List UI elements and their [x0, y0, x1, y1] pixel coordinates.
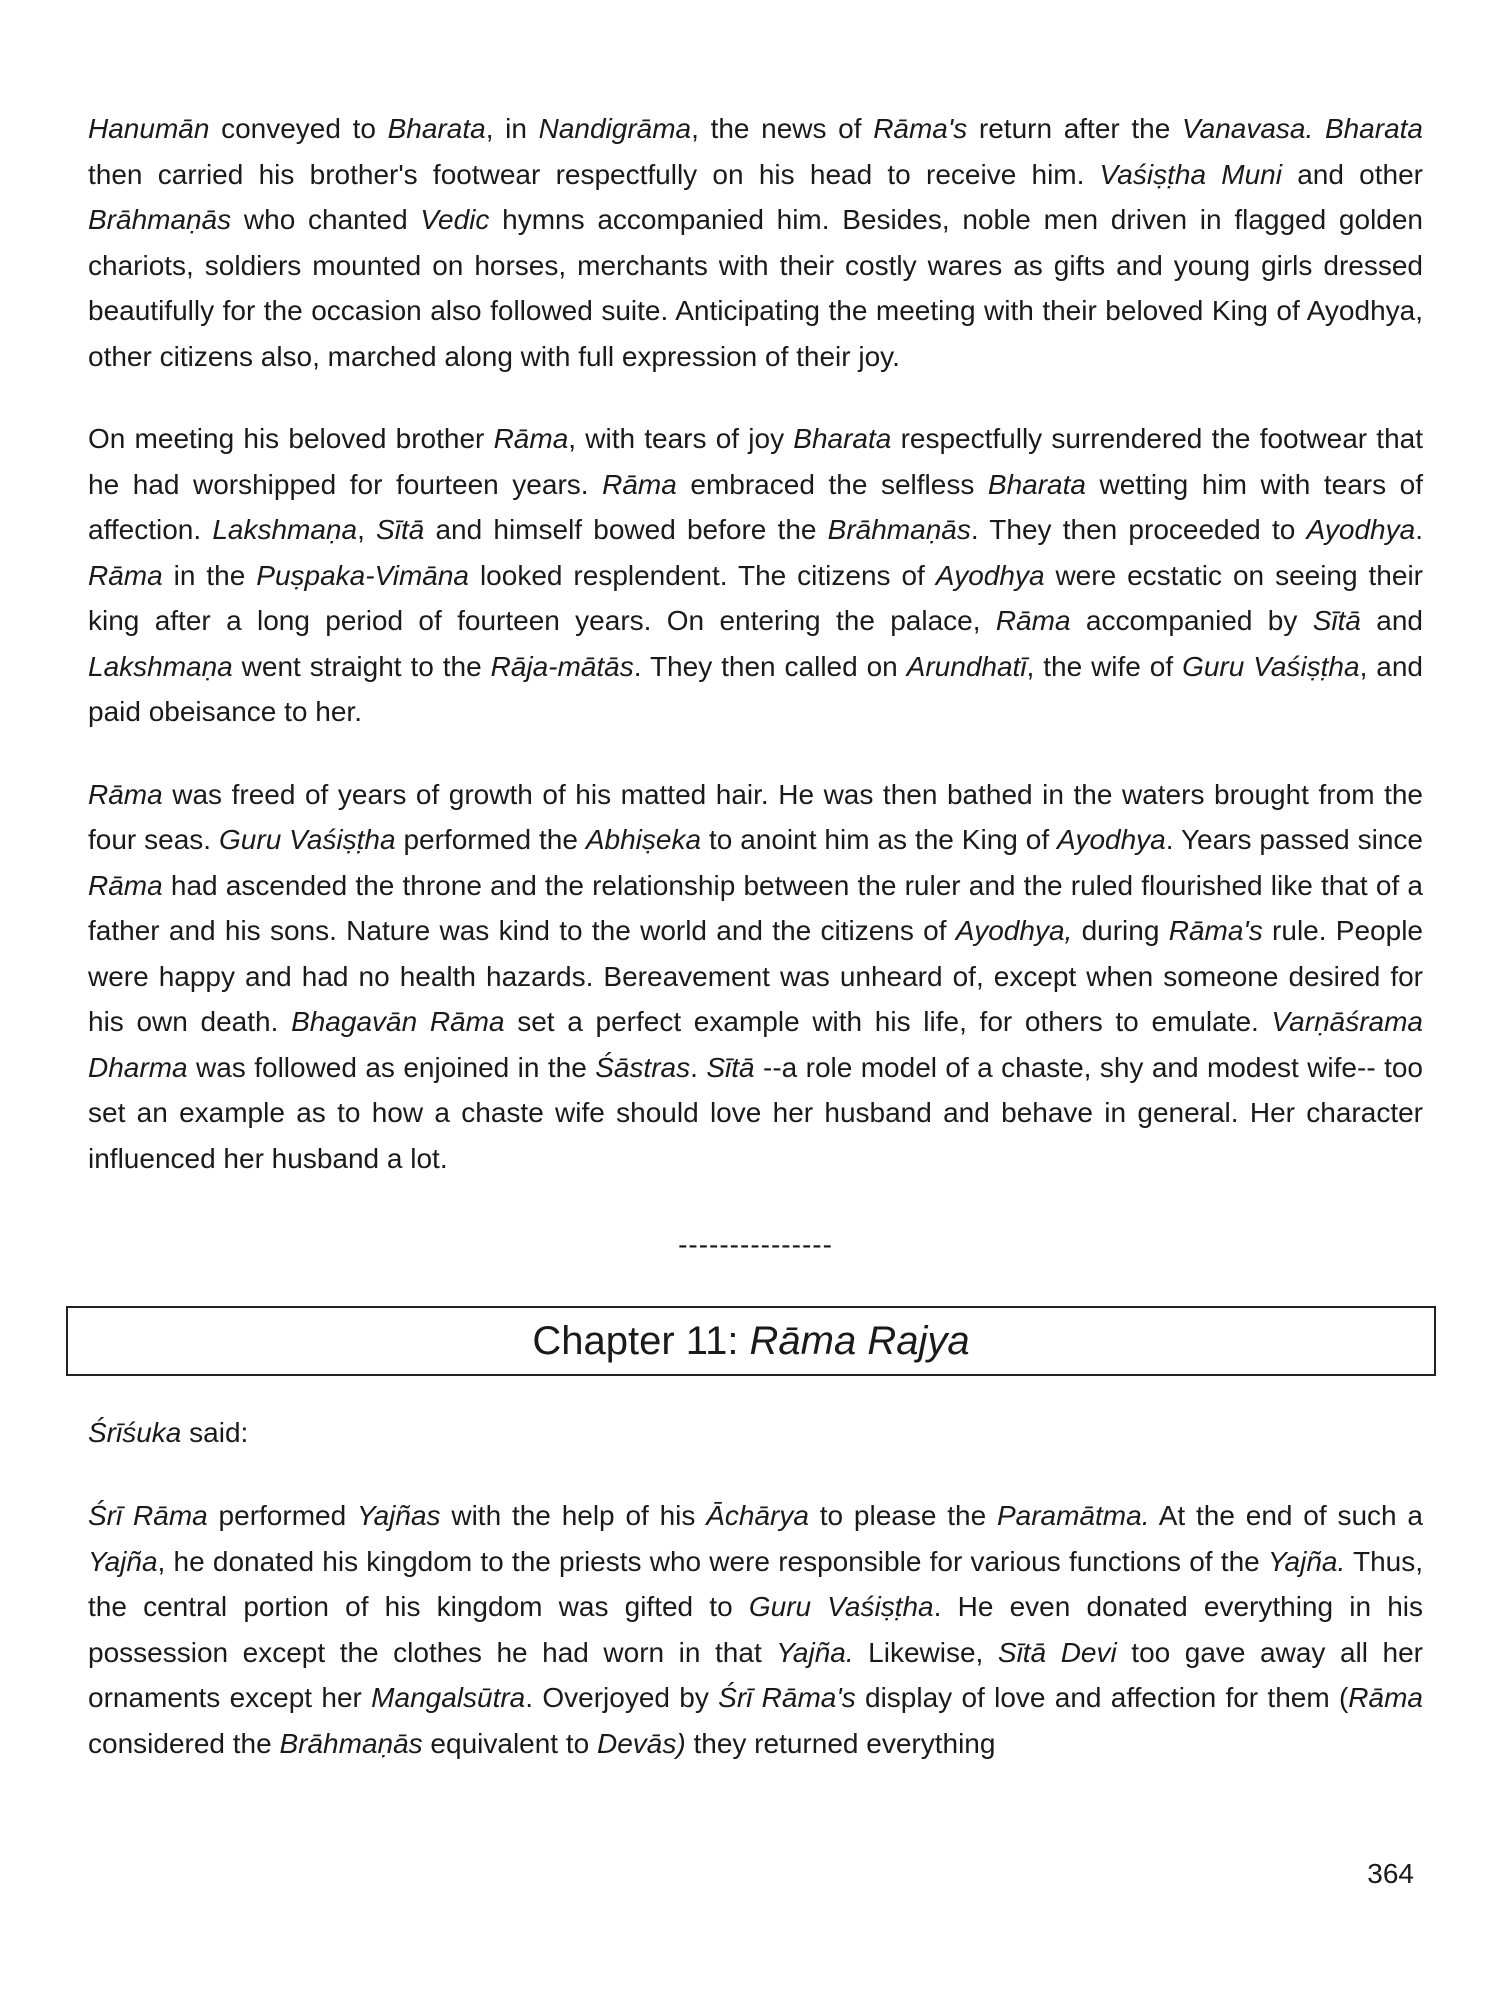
- italic-term: Brāhmaṇās: [88, 204, 232, 235]
- italic-term: Nandigrāma: [538, 113, 692, 144]
- text-run: , with tears of joy: [568, 423, 794, 454]
- text-run: set a perfect example with his life, for others to emulate.: [504, 1006, 1272, 1037]
- italic-term: Abhiṣeka: [585, 824, 702, 855]
- italic-term: Rāma's: [1168, 915, 1263, 946]
- text-run: performed the: [395, 824, 586, 855]
- italic-term: Lakshmaṇa: [88, 650, 233, 682]
- text-run: and: [1360, 605, 1424, 636]
- text-run: performed: [207, 1500, 357, 1531]
- italic-term: Puṣpaka-Vimāna: [256, 559, 470, 591]
- text-run: was freed of years of growth of his matted hair. He was then bathed in the waters brought from the four seas.: [88, 778, 1423, 855]
- text-run: hymns accompanied him. Besides, noble men driven in flagged golden chariots, soldiers mounted on horses, merchants with their costly wares as gifts and young girls dressed beautifully for the occasion also followed suite. Anticipating the meeting with their beloved King of Ayodhya, other citizens also, marched along with full expression of their joy.: [88, 204, 1424, 372]
- italic-term: Guru Vaśiṣṭha: [1182, 650, 1360, 682]
- section-separator: ---------------: [678, 1229, 833, 1260]
- italic-term: Ayodhya,: [955, 915, 1073, 946]
- text-run: respectfully surrendered the footwear that he had worshipped for fourteen years.: [88, 423, 1423, 500]
- italic-term: Brāhmaṇās: [827, 514, 971, 545]
- italic-term: Ayodhya: [1057, 824, 1166, 855]
- italic-term: Rāma: [1348, 1682, 1423, 1713]
- italic-term: Rāma: [493, 423, 569, 454]
- italic-term: Varṇāśrama Dharma: [88, 1006, 1424, 1083]
- italic-term: Ayodhya: [935, 559, 1045, 591]
- italic-term: Brāhmaṇās: [279, 1727, 423, 1759]
- text-run: . Years passed since: [1165, 824, 1424, 855]
- text-run: embraced the selfless: [676, 468, 988, 500]
- text-run: considered the: [88, 1727, 280, 1759]
- italic-term: Yajña.: [1267, 1545, 1346, 1577]
- text-run: with the help of his: [440, 1500, 707, 1531]
- text-run: Likewise,: [853, 1636, 998, 1668]
- italic-term: Rāma's: [873, 113, 968, 144]
- text-run: Thus, the central portion of his kingdom was gifted to: [88, 1545, 1423, 1622]
- text-run: . They then proceeded to: [970, 514, 1307, 545]
- text-run: .: [690, 1051, 707, 1083]
- text-run: , he donated his kingdom to the priests who were responsible for various functions of the: [157, 1545, 1268, 1577]
- text-run: On meeting his beloved brother: [88, 423, 494, 454]
- text-run: in the: [162, 559, 257, 591]
- text-run: conveyed to: [209, 113, 388, 144]
- text-run: was followed as enjoined in the: [187, 1051, 596, 1083]
- speaker-suffix: said:: [181, 1417, 249, 1448]
- italic-term: Śāstras: [595, 1051, 691, 1083]
- text-run: . Overjoyed by: [525, 1682, 719, 1713]
- italic-term: Rāma: [995, 605, 1071, 636]
- chapter-body: [88, 1410, 1423, 1766]
- italic-term: Ayodhya: [1306, 514, 1416, 545]
- text-run: . They then called on: [633, 650, 907, 682]
- italic-term: Bharata: [987, 468, 1086, 500]
- text-run: who chanted: [231, 204, 421, 235]
- italic-term: Rāma: [88, 778, 163, 810]
- italic-term: Guru Vaśiṣṭha: [219, 824, 396, 855]
- italic-term: Lakshmaṇa: [212, 514, 358, 545]
- italic-term: Sītā: [1312, 605, 1361, 636]
- italic-term: Bharata: [387, 113, 486, 144]
- text-run: display of love and affection for them (: [855, 1682, 1349, 1713]
- text-run: and other: [1281, 158, 1423, 190]
- text-run: had ascended the throne and the relationship between the ruler and the ruled flourished like that of a father and his sons. Nature was kind to the world and the citizens of: [88, 869, 1423, 946]
- italic-term: Mangalsūtra: [371, 1682, 526, 1713]
- text-run: and himself bowed before the: [424, 514, 828, 545]
- page-number: 364: [1367, 1858, 1414, 1889]
- italic-term: Devās): [597, 1727, 686, 1759]
- speaker-name: Śrīśuka: [88, 1417, 182, 1448]
- text-run: --a role model of a chaste, shy and modest wife-- too set an example as to how a chaste wife should love her husband and behave in general. Her character influenced her husband a lot.: [88, 1051, 1423, 1174]
- paragraph-hanuman-news: [88, 106, 1423, 379]
- italic-term: Rāma: [88, 559, 163, 591]
- text-run: , the news of: [691, 113, 874, 144]
- italic-term: Sītā: [706, 1051, 755, 1083]
- italic-term: Paramātma.: [996, 1500, 1150, 1531]
- italic-term: Vaśiṣṭha Muni: [1099, 158, 1282, 190]
- italic-term: Śrī Rāma's: [718, 1682, 856, 1713]
- italic-term: Āchārya: [706, 1500, 809, 1531]
- paragraph-yajna: [88, 1493, 1423, 1766]
- paragraph-rama-coronation: [88, 772, 1423, 1182]
- text-run: during: [1072, 915, 1169, 946]
- text-run: wetting him with tears of affection.: [88, 468, 1424, 545]
- text-run: went straight to the: [232, 650, 491, 682]
- italic-term: Vanavasa.: [1181, 113, 1314, 144]
- italic-term: Bhagavān Rāma: [291, 1006, 505, 1037]
- text-run: accompanied by: [1070, 605, 1313, 636]
- italic-term: Bharata: [793, 423, 892, 454]
- chapter-heading-box: [66, 1306, 1436, 1376]
- text-run: rule. People were happy and had no health hazards. Bereavement was unheard of, except when someone desired for his own death.: [88, 915, 1423, 1037]
- italic-term: Bharata: [1324, 113, 1424, 144]
- text-run: .: [1415, 514, 1423, 545]
- italic-term: Rāja-mātās: [490, 650, 634, 682]
- text-run: ,: [357, 514, 377, 545]
- speaker-line: [88, 1410, 1423, 1455]
- italic-term: Rāma: [602, 468, 677, 500]
- text-run: return after the: [967, 113, 1182, 144]
- italic-term: Hanumān: [88, 113, 210, 144]
- text-run: were ecstatic on seeing their king after a long period of fourteen years. On entering the palace,: [88, 559, 1423, 636]
- text-run: At the end of such a: [1149, 1500, 1423, 1531]
- italic-term: Vedic: [420, 204, 490, 235]
- text-run: , the wife of: [1026, 650, 1183, 682]
- text-run: . He even donated everything in his possession except the clothes he had worn in that: [88, 1591, 1424, 1668]
- chapter-prefix: Chapter 11:: [532, 1319, 750, 1363]
- paragraph-bharata-meeting: [88, 416, 1423, 735]
- text-run: they returned everything: [685, 1727, 996, 1759]
- italic-term: Yajña: [88, 1545, 158, 1577]
- italic-term: Yajñas: [356, 1500, 441, 1531]
- text-run: , in: [485, 113, 539, 144]
- italic-term: Śrī Rāma: [88, 1500, 208, 1531]
- text-run: to anoint him as the King of: [701, 824, 1058, 855]
- italic-term: Arundhatī: [906, 650, 1027, 682]
- text-run: , and paid obeisance to her.: [88, 650, 1424, 727]
- chapter-title: Rāma Rajya: [749, 1319, 970, 1363]
- italic-term: Yajña.: [776, 1636, 854, 1668]
- text-run: then carried his brother's footwear respectfully on his head to receive him.: [88, 158, 1100, 190]
- text-run: equivalent to: [422, 1727, 597, 1759]
- text-run: too gave away all her ornaments except her: [88, 1636, 1424, 1713]
- text-run: looked resplendent. The citizens of: [469, 559, 936, 591]
- text-run: [1313, 113, 1325, 144]
- page-body: [88, 106, 1423, 1269]
- italic-term: Rāma: [88, 869, 163, 901]
- italic-term: Guru Vaśiṣṭha: [748, 1591, 934, 1622]
- italic-term: Sītā Devi: [997, 1636, 1117, 1668]
- text-run: to please the: [808, 1500, 997, 1531]
- italic-term: Sītā: [376, 514, 425, 545]
